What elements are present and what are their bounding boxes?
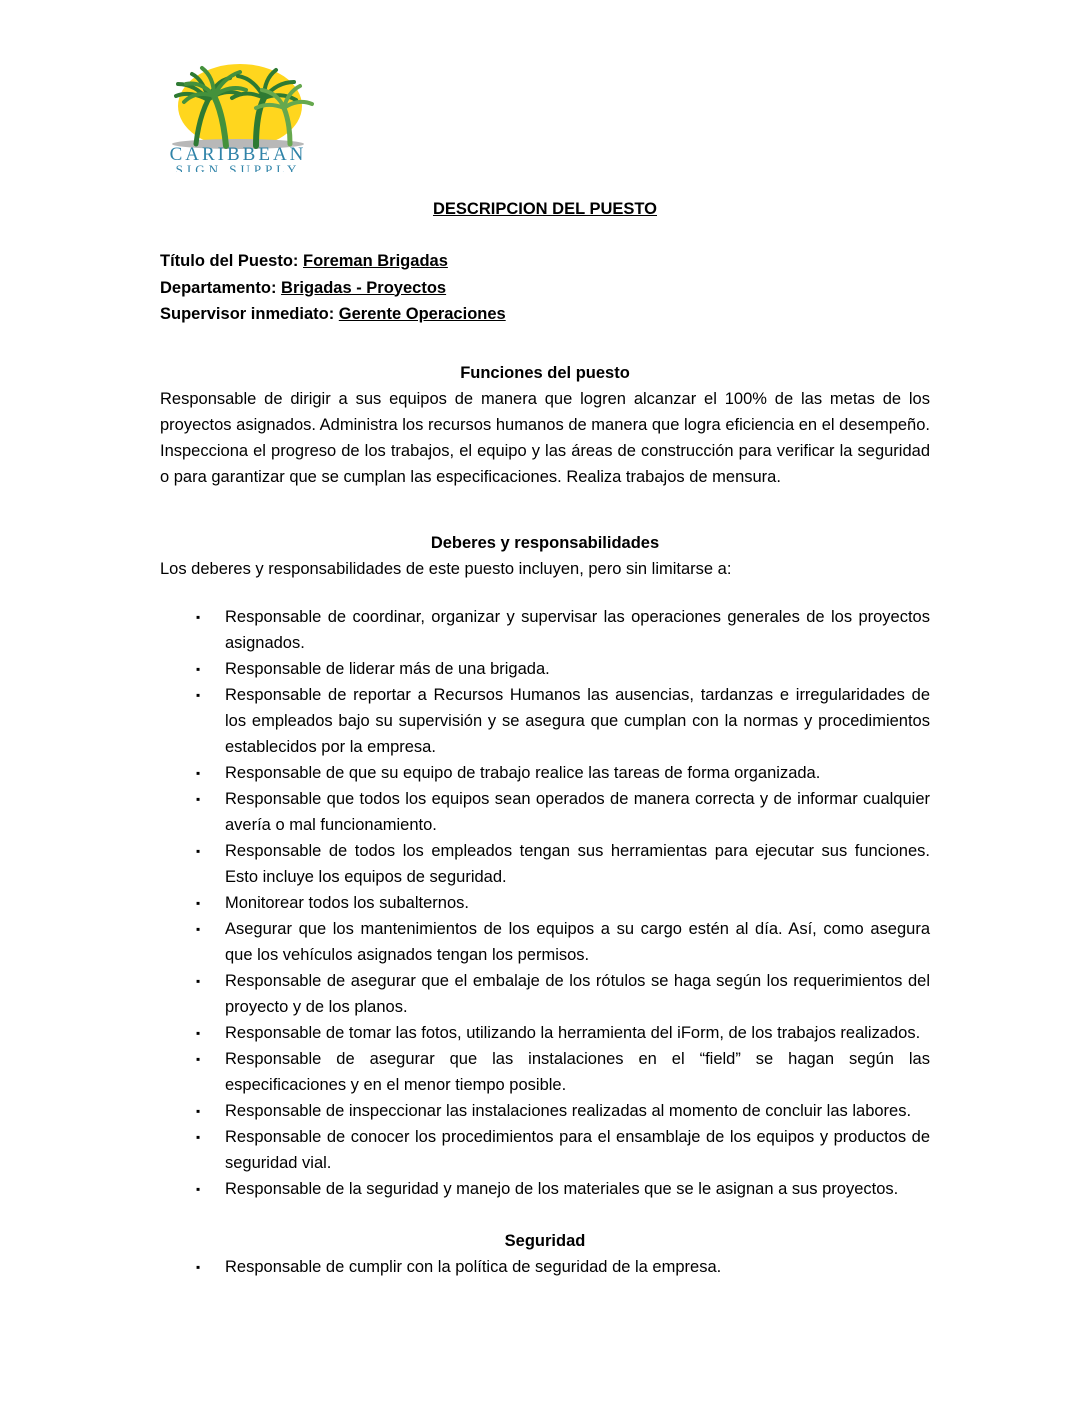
header-field-row: [160, 275, 930, 302]
list-item-text: Responsable de inspeccionar las instalaciones realizadas al momento de concluir las labores.: [225, 1101, 912, 1120]
square-bullet-icon: ▪: [196, 1129, 201, 1144]
square-bullet-icon: ▪: [196, 843, 201, 858]
square-bullet-icon: ▪: [196, 1025, 201, 1040]
palm-trees-sun-logo-graphic: [152, 60, 322, 172]
list-item-text: Responsable de la seguridad y manejo de los materiales que se le asignan a sus proyectos.: [225, 1179, 899, 1198]
list-item: [160, 1254, 930, 1280]
list-item-text: Responsable de conocer los procedimientos para el ensamblaje de los equipos y productos de seguridad vial.: [225, 1127, 930, 1172]
list-item-text: Responsable de todos los empleados tengan sus herramientas para ejecutar sus funciones. Esto incluye los equipos de seguridad.: [225, 841, 930, 886]
list-item-text: Monitorear todos los subalternos.: [225, 893, 469, 912]
list-item: [160, 1020, 930, 1046]
deberes-bullet-list: [160, 604, 930, 1202]
funciones-body-paragraph: Responsable de dirigir a sus equipos de manera que logren alcanzar el 100% de las metas de los proyectos asignados. Administra los recursos humanos de manera que logra eficiencia en el desempeño. Inspecciona el progreso de los trabajos, el equipo y las áreas de construcción para verificar la seguridad o para garantizar que se cumplan las especificaciones. Realiza trabajos de mensura.: [160, 389, 930, 486]
header-field-label: Supervisor inmediato:: [160, 305, 339, 323]
square-bullet-icon: ▪: [196, 973, 201, 988]
header-fields: [160, 248, 930, 328]
square-bullet-icon: ▪: [196, 765, 201, 780]
square-bullet-icon: ▪: [196, 1103, 201, 1118]
list-item-text: Responsable de reportar a Recursos Humanos las ausencias, tardanzas e irregularidades de los empleados bajo su supervisión y se asegura que cumplan con la normas y procedimientos establecidos por la empresa.: [225, 685, 930, 756]
header-field-value: Brigadas - Proyectos: [281, 278, 447, 297]
list-item: [160, 968, 930, 1020]
list-item-text: Responsable de asegurar que el embalaje de los rótulos se haga según los requerimientos del proyecto y de los planos.: [225, 971, 930, 1016]
list-item: [160, 916, 930, 968]
list-item-text: Responsable de que su equipo de trabajo realice las tareas de forma organizada.: [225, 763, 821, 782]
deberes-intro-text: Los deberes y responsabilidades de este puesto incluyen, pero sin limitarse a:: [160, 559, 732, 578]
list-item: [160, 1098, 930, 1124]
list-item: [160, 656, 930, 682]
list-item-text: Responsable de tomar las fotos, utilizando la herramienta del iForm, de los trabajos realizados.: [225, 1023, 921, 1042]
deberes-section-heading: Deberes y responsabilidades: [430, 533, 660, 552]
list-item: [160, 682, 930, 760]
square-bullet-icon: ▪: [196, 1259, 201, 1274]
seguridad-bullet-list: [160, 1254, 930, 1280]
company-logo: [152, 60, 322, 180]
square-bullet-icon: ▪: [196, 609, 201, 624]
square-bullet-icon: ▪: [196, 1051, 201, 1066]
list-item: [160, 1046, 930, 1098]
header-field-row: [160, 248, 930, 275]
header-field-value: Gerente Operaciones: [338, 305, 506, 323]
list-item: [160, 1176, 930, 1202]
document-title: [160, 196, 930, 222]
square-bullet-icon: ▪: [196, 1181, 201, 1196]
list-item-text: Responsable de coordinar, organizar y supervisar las operaciones generales de los proyectos asignados.: [225, 607, 930, 652]
list-item: [160, 1124, 930, 1176]
list-item: [160, 604, 930, 656]
square-bullet-icon: ▪: [196, 895, 201, 910]
header-field-label: Departamento:: [160, 278, 282, 297]
document-title-text: DESCRIPCION DEL PUESTO: [432, 200, 657, 218]
square-bullet-icon: ▪: [196, 661, 201, 676]
square-bullet-icon: ▪: [196, 921, 201, 936]
list-item-text: Responsable de liderar más de una brigada.: [225, 659, 550, 678]
header-field-row: [160, 301, 930, 328]
list-item-text: Responsable de cumplir con la política de seguridad de la empresa.: [225, 1257, 722, 1276]
list-item-text: Responsable que todos los equipos sean operados de manera correcta y de informar cualquier avería o mal funcionamiento.: [225, 789, 930, 834]
seguridad-section-heading: Seguridad: [504, 1231, 586, 1250]
funciones-section-heading: Funciones del puesto: [460, 363, 630, 382]
list-item: [160, 890, 930, 916]
header-field-label: Título del Puesto:: [160, 252, 303, 270]
list-item-text: Asegurar que los mantenimientos de los equipos a su cargo estén al día. Así, como asegura que los vehículos asignados tengan los permisos.: [225, 919, 930, 964]
square-bullet-icon: ▪: [196, 687, 201, 702]
logo-wordmark-line1: CARIBBEAN: [169, 144, 307, 165]
header-field-value: Foreman Brigadas: [303, 252, 448, 270]
list-item: [160, 838, 930, 890]
list-item: [160, 786, 930, 838]
list-item: [160, 760, 930, 786]
logo-wordmark-line2: SIGN SUPPLY: [175, 162, 301, 172]
list-item-text: Responsable de asegurar que las instalaciones en el “field” se hagan según las especificaciones y en el menor tiempo posible.: [225, 1049, 930, 1094]
square-bullet-icon: ▪: [196, 791, 201, 806]
